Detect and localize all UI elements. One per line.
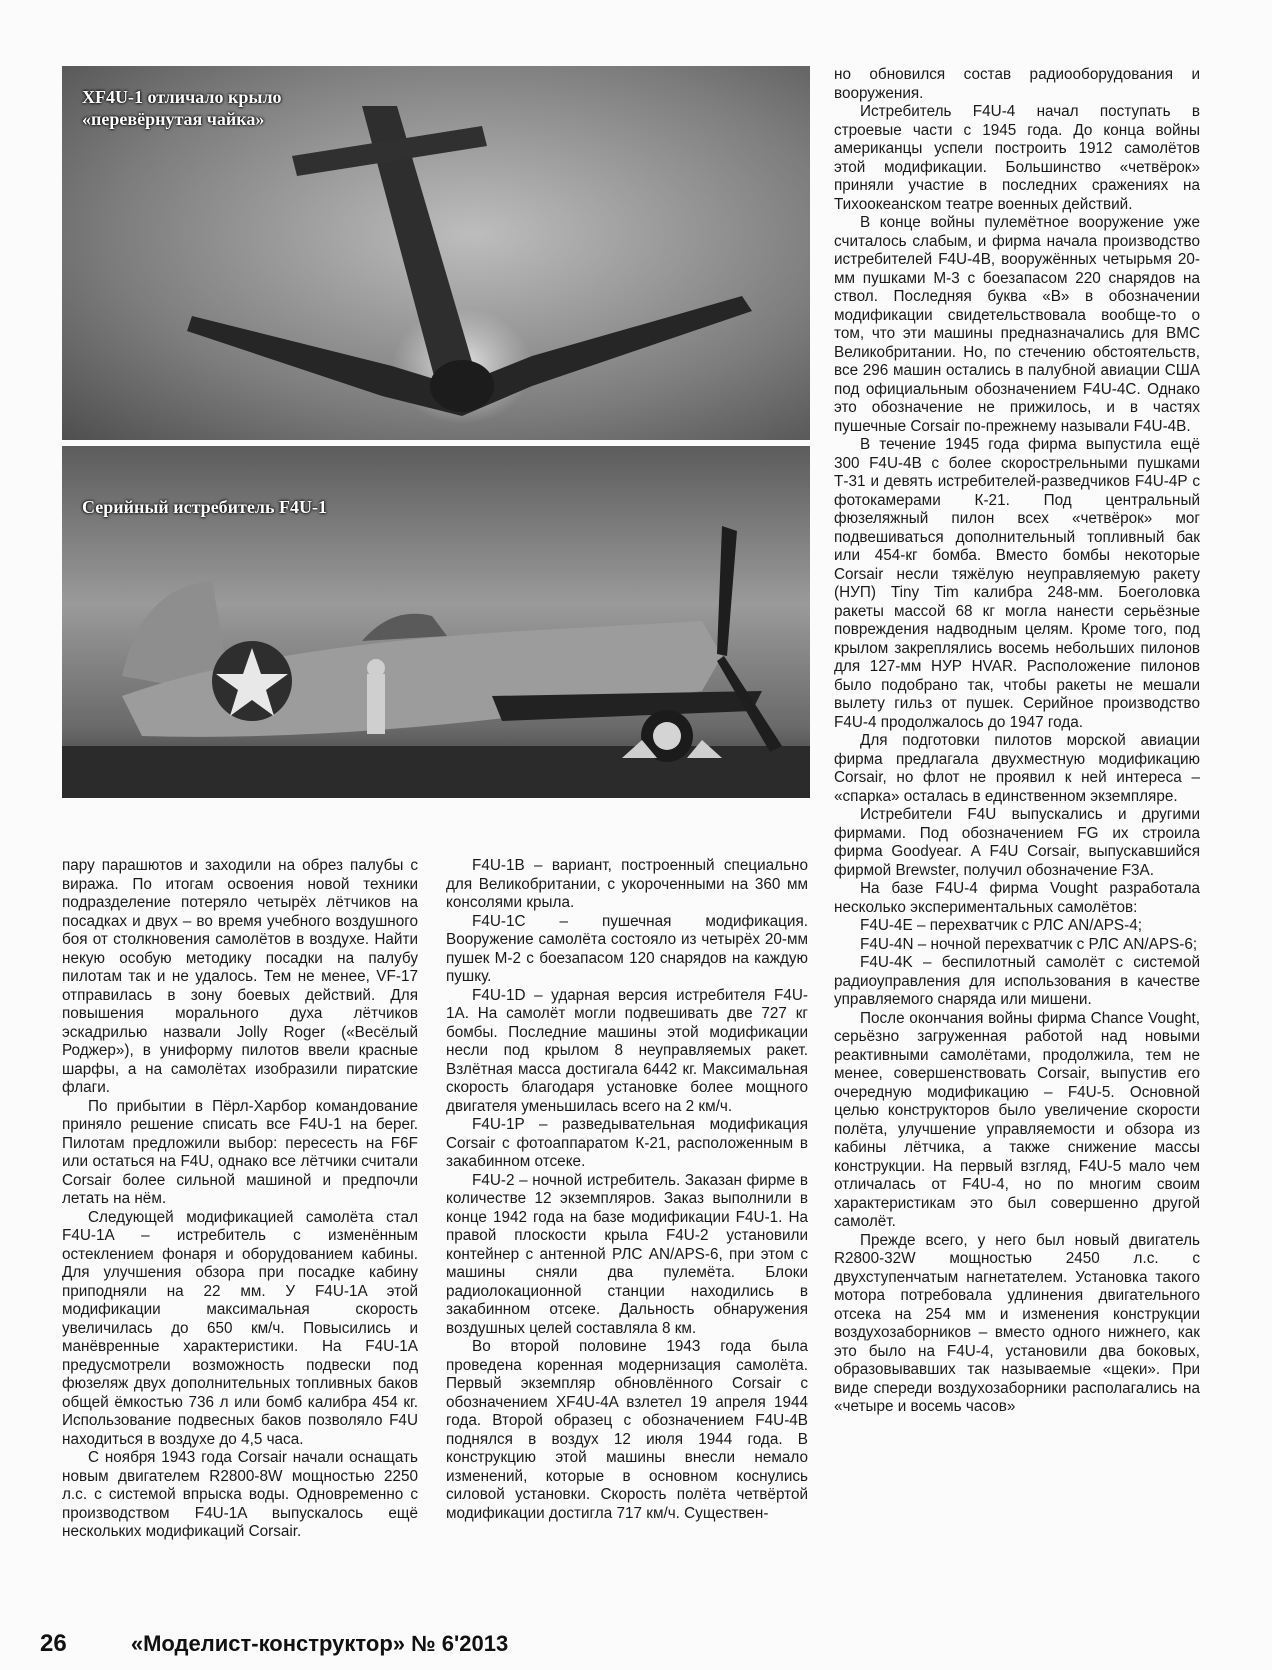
paragraph: Прежде всего, у него был новый двигатель R2800-32W мощностью 2450 л.с. с двухступенчатым нагнетателем. Установка такого мотора потребовала удлинения двигательного отсека на 254 мм и изменения конструкции воздухозаборников – вместо одного нижнего, как это было на F4U-4, установили два боковых, образовывавших так называемые «щеки». При виде спереди воздухозаборники располагались на «четыре и восемь часов» xyxy=(834,1231,1200,1415)
paragraph: Истребители F4U выпускались и другими фирмами. Под обозначением FG их строила фирма Goodyear. А F4U Corsair, выпускавшийся фирмой Brewster, получил обозначение F3A. xyxy=(834,806,1200,879)
paragraph: F4U-4N – ночной перехватчик с РЛС AN/APS-6; xyxy=(860,935,1198,953)
figure-caption-top: XF4U-1 отличало крыло «перевёрнутая чайка» xyxy=(82,87,282,129)
text-column-3 xyxy=(834,66,1200,1417)
text-column-2 xyxy=(446,857,808,1523)
paragraph: Для подготовки пилотов морской авиации фирма предлагала двухместную модификацию Corsair, но флот не проявил к ней интереса – «спарка» осталась в единственном экземпляре. xyxy=(834,732,1200,805)
journal-title: «Моделист-конструктор» № 6'2013 xyxy=(130,1631,509,1656)
page-footer xyxy=(40,1630,508,1658)
figure-caption-bottom: Серийный истребитель F4U-1 xyxy=(82,497,327,517)
paragraph: В течение 1945 года фирма выпустила ещё 300 F4U-4B с более скорострельными пушками Т-31 и девять истребителей-разведчиков F4U-4P с фотокамерами К-21. Под центральный фюзеляжный пилон всех «четвёрок» мог подвешиваться дополнительный топливный бак или 454-кг бомба. Вместо бомбы некоторые Corsair несли тяжёлую неуправляемую ракету (НУП) Tiny Tim калибра 248-мм. Боеголовка ракеты массой 68 кг могла нанести серьёзные повреждения надводным целям. Кроме того, под крылом закреплялись восемь небольших пилонов для 127-мм НУР HVAR. Расположение пилонов было подобрано так, чтобы ракеты не мешали вылету гильз от пушек. Серийное производство F4U-4 продолжалось до 1947 года. xyxy=(834,436,1200,731)
paragraph: F4U-2 – ночной истребитель. Заказан фирме в количестве 12 экземпляров. Заказ выполнили в конце 1942 года на базе модификации F4U-1. На правой плоскости крыла F4U-2 установили контейнер с антенной РЛС AN/APS-6, при этом с машины сняли два пулемёта. Блоки радиолокационной станции находились в закабинном отсеке. Дальность обнаружения воздушных целей составляла 8 км. xyxy=(446,1171,808,1337)
paragraph: Следующей модификацией самолёта стал F4U-1A – истребитель с изменённым остеклением фонаря и оборудованием кабины. Для улучшения обзора при посадке кабину приподняли на 22 мм. У F4U-1A этой модификации максимальная скорость увеличилась до 650 км/ч. Повысились и манёвренные характеристики. На F4U-1A предусмотрели возможность подвески под фюзеляж двух дополнительных топливных баков общей ёмкостью 736 л или бомб калибра 454 кг. Использование подвесных баков позволяло F4U находиться в воздухе до 4,5 часа. xyxy=(62,1208,418,1448)
paragraph: пару парашютов и заходили на обрез палубы с виража. По итогам освоения новой техники подразделение потеряло четырёх лётчиков на посадках и двух – во время учебного воздушного боя от столкновения самолётов в воздухе. Найти некую особую методику посадки на палубу пилотам так и не удалось. Тем не менее, VF-17 отправилась в зону боевых действий. Для повышения морального духа лётчиков эскадрилью назвали Jolly Roger («Весёлый Роджер»), в униформу пилотов ввели красные шарфы, а на самолётах изобразили пиратские флаги. xyxy=(62,857,418,1096)
paragraph: С ноября 1943 года Corsair начали оснащать новым двигателем R2800-8W мощностью 2250 л.с. с системой впрыска воды. Одновременно с производством F4U-1A выпускалось ещё нескольких модификаций Corsair. xyxy=(62,1449,418,1540)
paragraph: F4U-4K – беспилотный самолёт с системой радиоуправления для использования в качестве управляемого снаряда или мишени. xyxy=(834,954,1200,1008)
paragraph: В конце войны пулемётное вооружение уже считалось слабым, и фирма начала производство истребителей F4U-4B, вооружённых четырьмя 20-мм пушками М-3 с боезапасом 220 снарядов на ствол. Последняя буква «В» в обозначении модификации свидетельствовала вообще-то о том, что эти машины предназначались для ВМС Великобритании. Но, по стечению обстоятельств, все 296 машин остались в палубной авиации США под официальным обозначением F4U-4C. Однако это обозначение не прижилось, и в частях пушечные Corsair по-прежнему называли F4U-4B. xyxy=(834,214,1200,435)
paragraph: По прибытии в Пёрл-Харбор командование приняло решение списать все F4U-1 на берег. Пилотам предложили выбор: пересесть на F6F или остаться на F4U, однако все лётчики считали Corsair более сильной машиной и предпочли летать на нём. xyxy=(62,1097,418,1207)
paragraph: F4U-1B – вариант, построенный специально для Великобритании, с укороченными на 360 мм консолями крыла. xyxy=(446,857,808,911)
paragraph: Во второй половине 1943 года была проведена коренная модернизация самолёта. Первый экземпляр обновлённого Corsair с обозначением XF4U-4A взлетел 19 апреля 1944 года. Второй образец с обозначением F4U-4B поднялся в воздух 12 июля 1944 года. В конструкцию этой машины внесли немало изменений, которые в основном коснулись силовой установки. Скорость полёта четвёртой модификации достигла 717 км/ч. Существен- xyxy=(446,1338,808,1522)
paragraph: F4U-1C – пушечная модификация. Вооружение самолёта состояло из четырёх 20-мм пушек М-2 с боезапасом 120 снарядов на каждую пушку. xyxy=(446,912,808,985)
paragraph: На базе F4U-4 фирма Vought разработала несколько экспериментальных самолётов: xyxy=(834,880,1200,916)
paragraph: F4U-1D – ударная версия истребителя F4U-1A. На самолёт могли подвешивать две 727 кг бомбы. Последние машины этой модификации несли под крылом 8 неуправляемых ракет. Взлётная масса достигала 6442 кг. Максимальная скорость благодаря установке более мощного двигателя уменьшилась всего на 2 км/ч. xyxy=(446,986,808,1115)
paragraph: После окончания войны фирма Chance Vought, серьёзно загруженная работой над новыми реактивными самолётами, продолжила, тем не менее, совершенствовать Corsair, выпустив его очередную модификацию – F4U-5. Основной целью конструкторов было увеличение скорости полёта, улучшение управляемости и обзора из кабины лётчика, а также снижение массы конструкции. На первый взгляд, F4U-5 мало чем отличалась от F4U-4, но по многим своим характеристикам это был совершенно другой самолёт. xyxy=(834,1009,1200,1230)
paragraph: F4U-1P – разведывательная модификация Corsair с фотоаппаратом К-21, расположенным в закабинном отсеке. xyxy=(446,1116,808,1170)
text-column-1 xyxy=(62,857,418,1542)
paragraph: F4U-4E – перехватчик с РЛС AN/APS-4; xyxy=(860,917,1142,934)
paragraph: Истребитель F4U-4 начал поступать в строевые части с 1945 года. До конца войны американцы успели построить 1912 самолётов этой модификации. Большинство «четвёрок» приняли участие в последних сражениях на Тихоокеанском театре военных действий. xyxy=(834,103,1200,213)
page-number: 26 xyxy=(40,1630,67,1657)
paragraph: но обновился состав радиооборудования и вооружения. xyxy=(834,66,1200,102)
